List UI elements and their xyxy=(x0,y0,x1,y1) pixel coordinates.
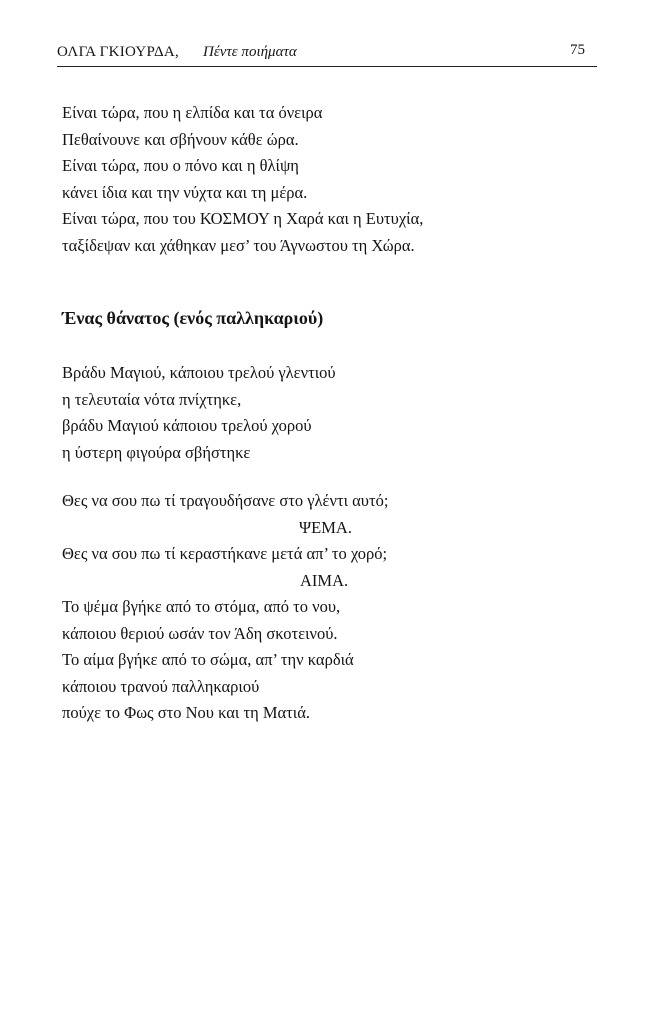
verse-line: ταξίδεψαν και χάθηκαν μεσ’ του Άγνωστου τη Χώρα. xyxy=(62,235,415,255)
verse-line: κάνει ίδια και την νύχτα και τη μέρα. xyxy=(62,182,308,202)
verse-line: Είναι τώρα, που του ΚΟΣΜΟΥ η Χαρά και η Ευτυχία, xyxy=(62,209,424,228)
stanza-3 xyxy=(62,488,388,727)
verse-answer: ΑΙΜΑ. xyxy=(300,570,349,590)
header-author: ΟΛΓΑ ΓΚΙΟΥΡΔΑ, xyxy=(57,44,180,60)
verse-line: η τελευταία νότα πνίχτηκε, xyxy=(62,389,242,409)
verse-line: Είναι τώρα, που η ελπίδα και τα όνειρα xyxy=(62,103,323,122)
verse-line: κάποιου τρανού παλληκαριού xyxy=(62,676,260,696)
verse-line: η ύστερη φιγούρα σβήστηκε xyxy=(62,442,251,462)
stanza-1 xyxy=(62,100,423,259)
verse-line: Το ψέμα βγήκε από το στόμα, από το νου, xyxy=(62,597,341,616)
page-number: 75 xyxy=(570,42,585,58)
verse-line: Θες να σου πω τί τραγουδήσανε στο γλέντι αυτό; xyxy=(62,491,389,510)
verse-line: κάποιου θεριού ωσάν τον Άδη σκοτεινού. xyxy=(62,623,338,643)
verse-line: Είναι τώρα, που ο πόνο και η θλίψη xyxy=(62,156,299,175)
verse-line: βράδυ Μαγιού κάποιου τρελού χορού xyxy=(62,416,312,435)
verse-line: Πεθαίνουνε και σβήνουν κάθε ώρα. xyxy=(62,129,299,149)
header-title: Πέντε ποιήματα xyxy=(203,44,297,60)
poem-title: Ένας θάνατος (ενός παλληκαριού) xyxy=(62,308,324,328)
verse-line: Βράδυ Μαγιού, κάποιου τρελού γλεντιού xyxy=(62,363,336,382)
stanza-2 xyxy=(62,360,336,466)
verse-answer: ΨΕΜΑ. xyxy=(299,517,352,537)
running-header xyxy=(57,42,597,67)
verse-line: πούχε το Φως στο Νου και τη Ματιά. xyxy=(62,703,310,722)
verse-line: Θες να σου πω τί κεραστήκανε μετά απ’ το χορό; xyxy=(62,544,388,563)
verse-line: Το αίμα βγήκε από το σώμα, απ’ την καρδιά xyxy=(62,650,354,669)
